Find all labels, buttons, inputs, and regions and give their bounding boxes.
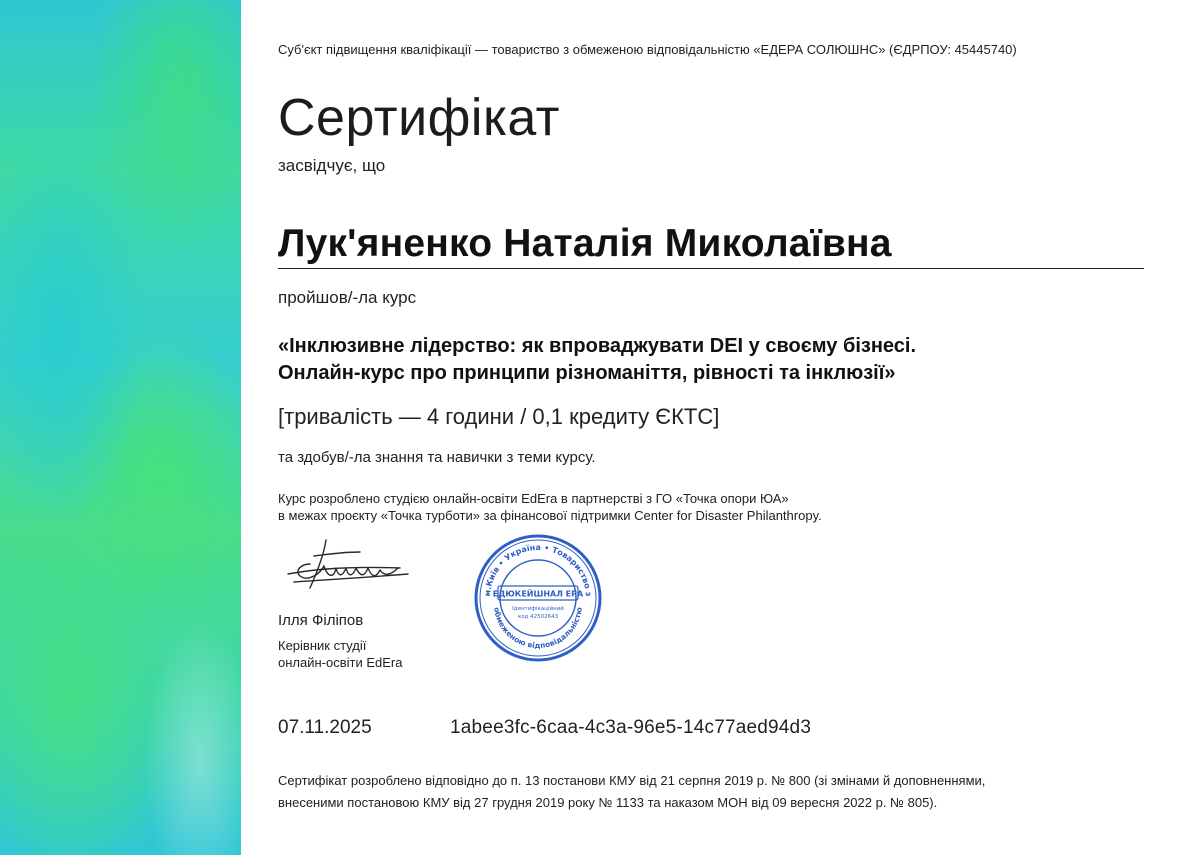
course-title-line-2: Онлайн-курс про принципи різноманіття, рівності та інклюзії»	[278, 362, 896, 384]
legal-basis-note	[278, 770, 985, 814]
handwritten-signature	[280, 530, 420, 600]
svg-text:обмеженою відповідальністю: обмеженою відповідальністю	[492, 606, 584, 651]
course-title	[278, 333, 916, 387]
certificate-title: Сертифікат	[278, 89, 560, 147]
partnership-note	[278, 490, 822, 524]
svg-text:м.Київ • Україна • Товариство: м.Київ • Україна • Товариство з	[482, 542, 594, 597]
partnership-line-2: в межах проєкту «Точка турботи» за фінансової підтримки Center for Disaster Philanthropy.	[278, 508, 822, 523]
course-duration: [тривалість — 4 години / 0,1 кредиту ЄКТС]	[278, 404, 720, 429]
signer-role	[278, 637, 402, 671]
svg-text:код 42502643: код 42502643	[517, 614, 559, 620]
company-seal-stamp	[472, 532, 604, 664]
certificate-id: 1abee3fc-6caa-4c3a-96e5-14c77aed94d3	[450, 717, 812, 738]
acquired-knowledge-text: та здобув/-ла знання та навички з теми курсу.	[278, 449, 596, 466]
course-title-line-1: «Інклюзивне лідерство: як впроваджувати DEI у своєму бізнесі.	[278, 335, 916, 357]
signer-role-line-2: онлайн-освіти EdEra	[278, 655, 403, 670]
svg-text:ЕДЮКЕЙШНАЛ ЕРА: ЕДЮКЕЙШНАЛ ЕРА	[492, 589, 584, 599]
signer-role-line-1: Керівник студії	[278, 638, 367, 653]
issue-date: 07.11.2025	[278, 717, 372, 738]
partnership-line-1: Курс розроблено студією онлайн-освіти EdEra в партнерстві з ГО «Точка опори ЮА»	[278, 491, 789, 506]
completed-course-text: пройшов/-ла курс	[278, 288, 417, 307]
legal-line-2: внесеними постановою КМУ від 27 грудня 2019 року № 1133 та наказом МОН від 09 вересня 2022 р. № 805).	[278, 795, 938, 810]
svg-text:Ідентифікаційний: Ідентифікаційний	[512, 606, 564, 612]
signer-name: Ілля Філіпов	[278, 612, 364, 629]
decorative-gradient-band	[0, 0, 241, 855]
recipient-name: Лук'яненко Наталія Миколаївна	[278, 222, 1144, 269]
issuer-line: Суб'єкт підвищення кваліфікації — товариство з обмеженою відповідальністю «ЕДЕРА СОЛЮШНС» (ЄДРПОУ: 45445740)	[278, 42, 1017, 57]
certifies-text: засвідчує, що	[278, 156, 386, 175]
legal-line-1: Сертифікат розроблено відповідно до п. 13 постанови КМУ від 21 серпня 2019 р. № 800 (зі змінами й доповненнями,	[278, 773, 986, 788]
